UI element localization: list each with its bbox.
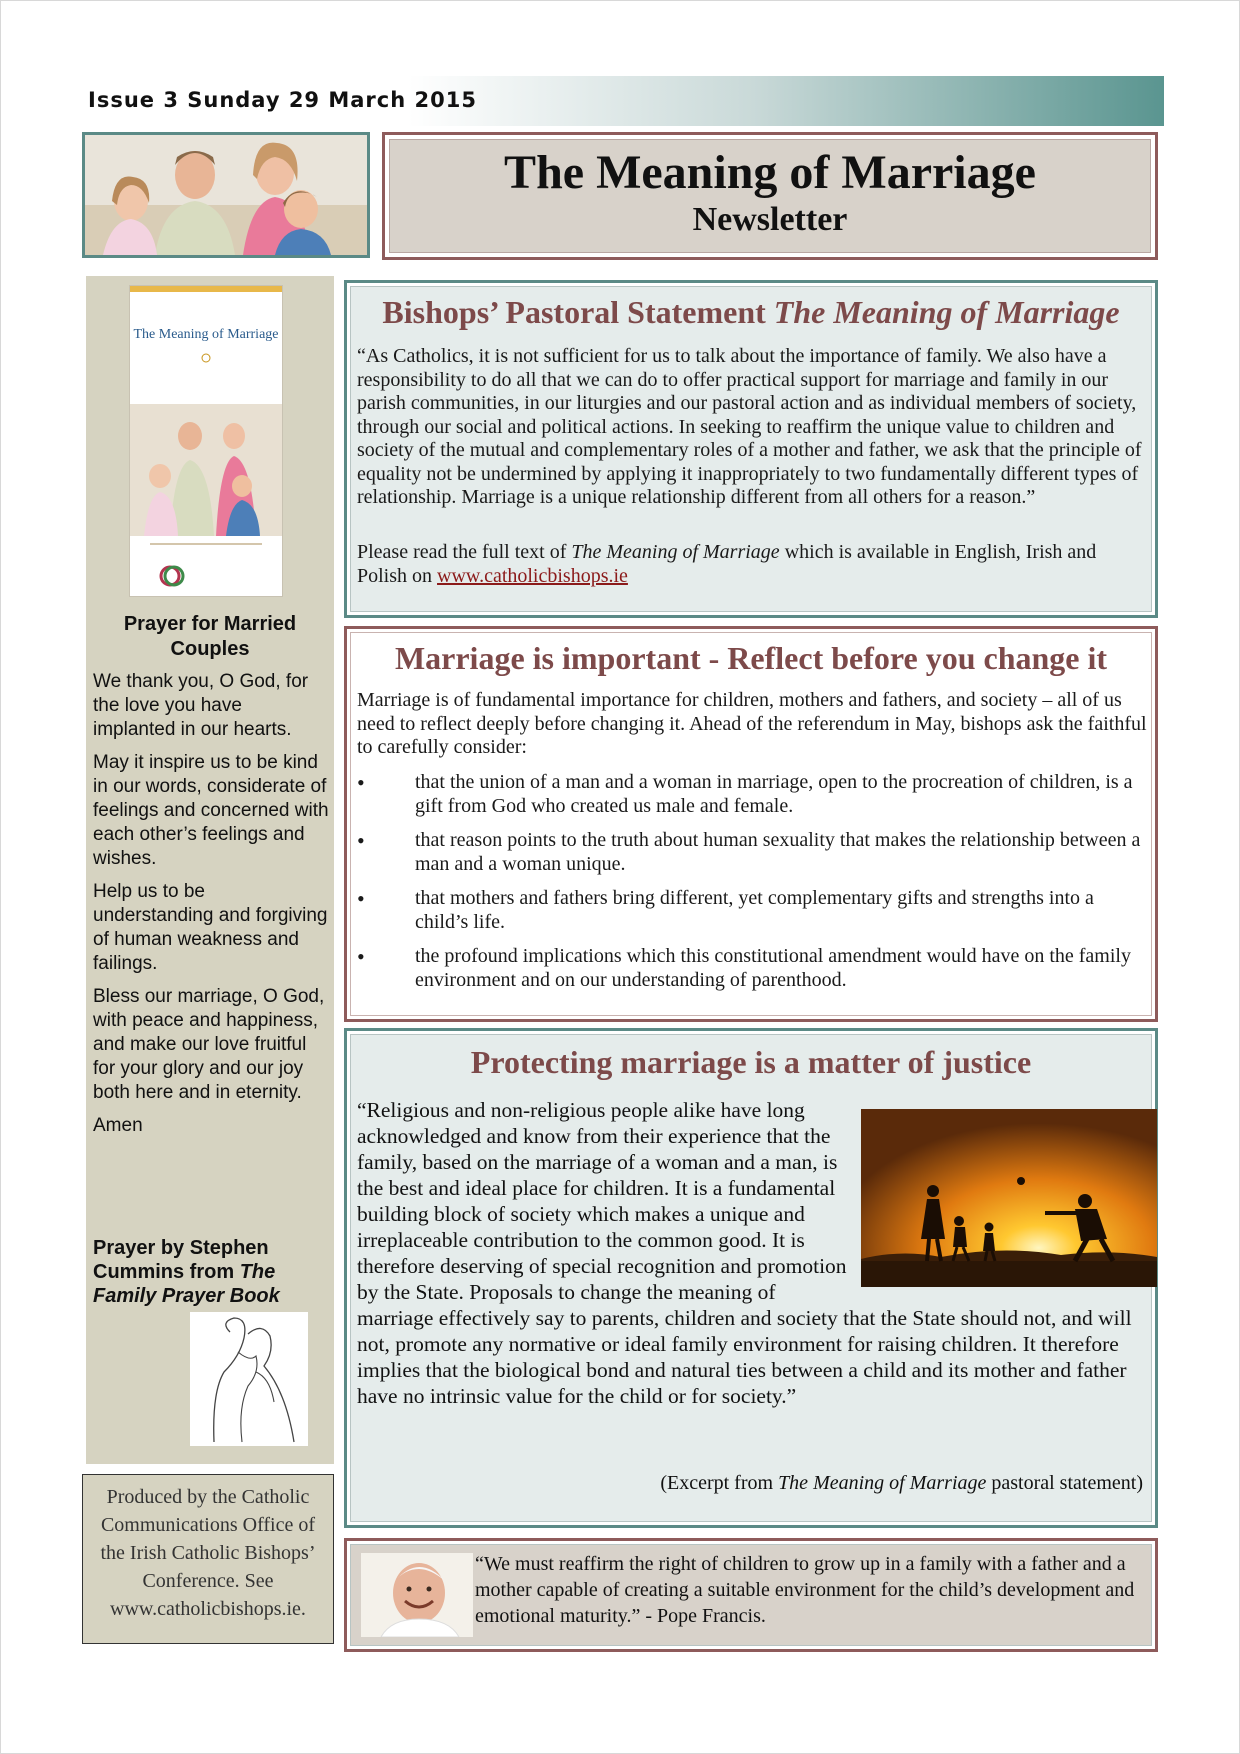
prayer-paragraph: Help us to be understanding and forgiving of human weakness and failings. <box>93 881 328 974</box>
bullet-icon: • <box>357 886 365 911</box>
bullet-icon: • <box>357 944 365 969</box>
bullet-text: that the union of a man and a woman in marriage, open to the procreation of children, is a gift from God who created us male and female. <box>415 771 1133 817</box>
bullet-text: that reason points to the truth about human sexuality that makes the relationship between a man and a woman unique. <box>415 829 1141 875</box>
read-title: The Meaning of Marriage <box>571 541 780 563</box>
book-cover-title: The Meaning of Marriage <box>133 327 279 342</box>
list-item <box>357 771 1147 818</box>
excerpt-suffix: pastoral statement) <box>986 1472 1143 1494</box>
prayer-paragraph: We thank you, O God, for the love you have implanted in our hearts. <box>93 671 309 740</box>
justice-heading: Protecting marriage is a matter of justice <box>470 1044 1032 1080</box>
justice-body <box>357 1097 1157 1409</box>
reflect-bullet-list <box>357 771 1147 1003</box>
prayer-credit-author: Prayer by Stephen Cummins from <box>93 1237 269 1283</box>
prayer-credit-book: The Family Prayer Book <box>93 1261 280 1307</box>
pastoral-heading-italic: The Meaning of Marriage <box>773 294 1120 330</box>
book-cover <box>130 286 282 596</box>
prayer-amen: Amen <box>93 1115 143 1136</box>
pastoral-read-more <box>357 541 1147 588</box>
reflect-panel <box>344 626 1158 1022</box>
issue-date: Issue 3 Sunday 29 March 2015 <box>88 88 477 112</box>
justice-quote: “Religious and non-religious people alike have long acknowledged and know from their experience that the family, based on the marriage of a woman and a man, is the best and ideal place for children. It is a fundamental building block of society which makes a unique and irreplaceable contribution to the common good. It is therefore deserving of special recognition and promotion by the State. Proposals to change the meaning of marriage effectively say to parents, children and society that the State should not, and will not, promote any normative or ideal family environment for raising children. It therefore implies that the biological bond and natural ties between a child and its mother and father have no intrinsic value for the child or for society.” <box>357 1098 1132 1408</box>
prayer-credit <box>93 1236 293 1308</box>
bullet-icon: • <box>357 770 365 795</box>
pope-quote-panel <box>344 1538 1158 1652</box>
issue-bar <box>84 76 1164 126</box>
sunset-family-photo <box>861 1109 1157 1287</box>
bullet-icon: • <box>357 828 365 853</box>
pope-portrait <box>361 1553 473 1637</box>
book-cover-art <box>130 286 282 596</box>
prayer-body <box>93 670 329 1147</box>
read-prefix: Please read the full text of <box>357 541 572 563</box>
pastoral-quote: “As Catholics, it is not sufficient for us to talk about the importance of family. We also have a responsibility to do all that we can do to offer practical support for marriage and family in our parish communities, in our liturgies and our pastoral action and as individual members of society, through our social and political actions. In seeking to reaffirm the unique value to children and society of the mutual and complementary roles of a mother and father, we ask that the principle of equality not be undermined by applying it inappropriately to two fundamentally different types of relationship. Marriage is a unique relationship different from all others for a reason.” <box>357 345 1142 508</box>
reflect-intro: Marriage is of fundamental importance for children, mothers and fathers, and society – all of us need to reflect deeply before changing it. Ahead of the referendum in May, bishops ask the faithful to carefully consider: <box>357 689 1147 758</box>
page-title: The Meaning of Marriage <box>504 146 1036 199</box>
justice-panel <box>344 1028 1158 1528</box>
family-photo-illustration <box>85 135 367 255</box>
newsletter-title-box <box>382 132 1158 260</box>
catholicbishops-link[interactable]: www.catholicbishops.ie <box>437 564 628 587</box>
prayer-paragraph: May it inspire us to be kind in our words, considerate of feelings and concerned with each other’s feelings and wishes. <box>93 752 329 869</box>
pastoral-heading-plain: Bishops’ Pastoral Statement <box>382 294 774 330</box>
list-item <box>357 945 1147 992</box>
prayer-title: Prayer for Married Couples <box>123 613 297 660</box>
list-item <box>357 887 1147 934</box>
justice-excerpt <box>660 1471 1143 1495</box>
produced-by-footer: Produced by the Catholic Communications Office of the Irish Catholic Bishops’ Conference. See www.catholicbishops.ie. <box>82 1474 334 1644</box>
sidebar <box>86 276 334 1464</box>
pastoral-statement-panel <box>344 280 1158 618</box>
excerpt-prefix: (Excerpt from <box>660 1472 779 1494</box>
reflect-heading: Marriage is important - Reflect before you change it <box>394 640 1108 676</box>
pope-francis-photo <box>361 1553 473 1637</box>
sunset-illustration <box>861 1109 1157 1287</box>
read-suffix: which is available in English, Irish and Polish on <box>357 541 1097 587</box>
page-subtitle: Newsletter <box>692 200 848 238</box>
couple-sketch <box>190 1312 308 1446</box>
family-photo <box>82 132 370 258</box>
bullet-text: the profound implications which this constitutional amendment would have on the family environment and on our understanding of parenthood. <box>415 945 1131 991</box>
excerpt-title: The Meaning of Marriage <box>778 1472 987 1494</box>
pope-quote-text: “We must reaffirm the right of children to grow up in a family with a father and a mother capable of creating a suitable environment for the child’s development and emotional maturity.” - Pope Francis. <box>475 1553 1135 1627</box>
bullet-text: that mothers and fathers bring different, yet complementary gifts and strengths into a child’s life. <box>415 887 1094 933</box>
pastoral-heading <box>347 295 1155 330</box>
couple-sketch-drawing <box>190 1312 308 1446</box>
prayer-paragraph: Bless our marriage, O God, with peace and happiness, and make our love fruitful for your glory and our joy both here and in eternity. <box>93 986 325 1103</box>
list-item <box>357 829 1147 876</box>
